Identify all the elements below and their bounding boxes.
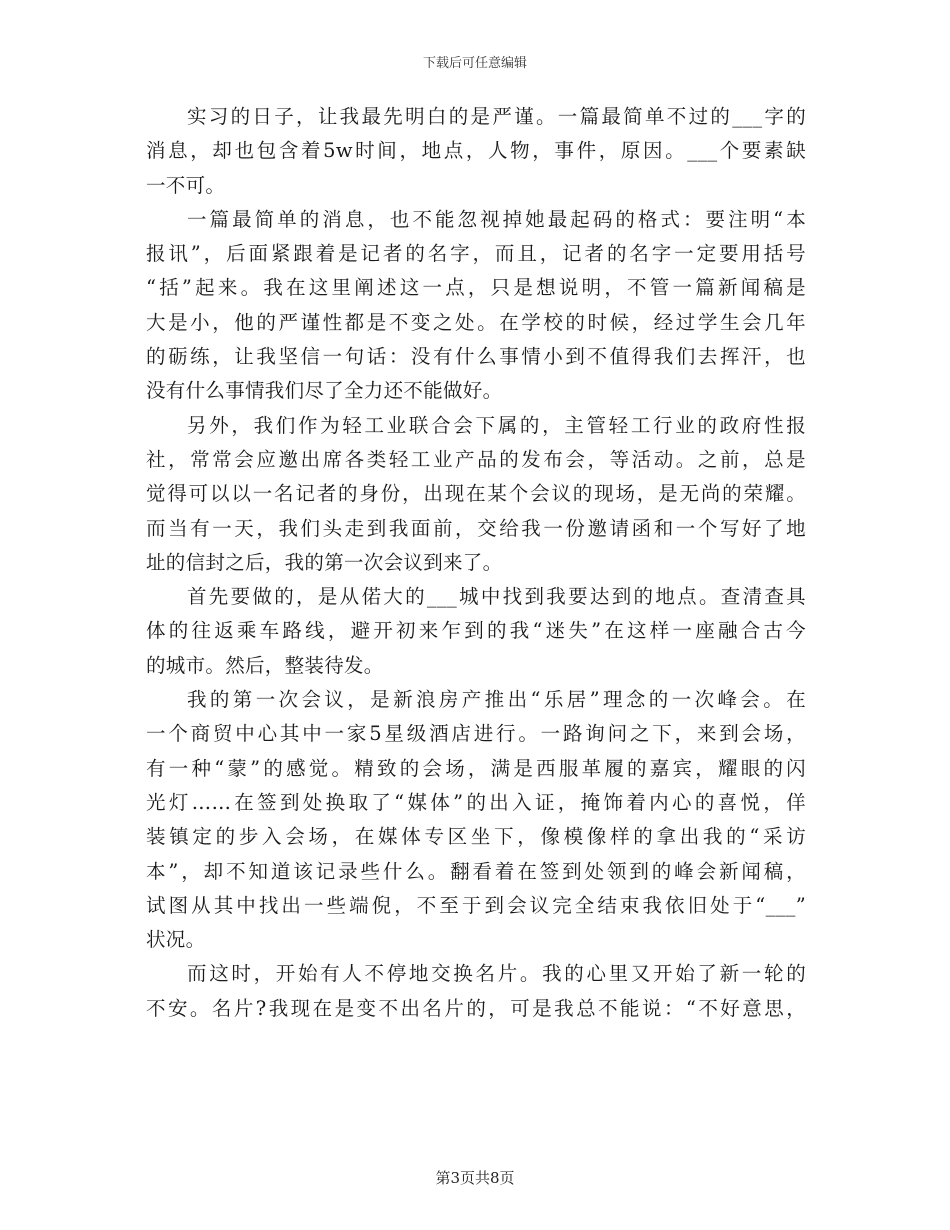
text-line: 体的往返乘车路线，避开初来乍到的我“迷失”在这样一座融合古今	[146, 619, 806, 643]
text-line: 大是小，他的严谨性都是不变之处。在学校的时候，经过学生会几年	[146, 310, 806, 334]
text-line: 一篇最简单的消息，也不能忽视掉她最起码的格式：要注明“本	[187, 207, 806, 231]
paragraph-5	[146, 683, 806, 957]
text-line: 不安。名片?我现在是变不出名片的，可是我总不能说：“不好意思，	[146, 996, 806, 1020]
text-line: 消息，却也包含着5w时间，地点，人物，事件，原因。___个要素缺	[146, 139, 806, 163]
paragraph-6	[146, 957, 806, 1026]
paragraph-1	[146, 100, 806, 203]
text-line: 报讯”，后面紧跟着是记者的名字，而且，记者的名字一定要用括号	[146, 242, 806, 266]
text-line: 首先要做的，是从偌大的___城中找到我要达到的地点。查清查具	[187, 585, 806, 609]
text-line: 没有什么事情我们尽了全力还不能做好。	[146, 379, 503, 403]
page-footer: 第3页共8页	[435, 1169, 515, 1187]
text-line: 一不可。	[146, 173, 226, 197]
text-line: 有一种“蒙”的感觉。精致的会场，满是西服革履的嘉宾，耀眼的闪	[146, 756, 806, 780]
text-line: 址的信封之后，我的第一次会议到来了。	[146, 550, 503, 574]
text-line: 的砺练，让我坚信一句话：没有什么事情小到不值得我们去挥汗，也	[146, 345, 806, 369]
text-line: 本”，却不知道该记录些什么。翻看着在签到处领到的峰会新闻稿，	[146, 859, 806, 883]
page-header: 下载后可任意编辑	[422, 56, 527, 71]
text-line: 一个商贸中心其中一家5星级酒店进行。一路询问之下，来到会场，	[146, 722, 806, 746]
text-line: 光灯……在签到处换取了“媒体”的出入证，掩饰着内心的喜悦，佯	[146, 790, 806, 814]
text-line: “括”起来。我在这里阐述这一点，只是想说明，不管一篇新闻稿是	[146, 276, 806, 300]
text-line: 装镇定的步入会场，在媒体专区坐下，像模像样的拿出我的“采访	[146, 825, 806, 849]
text-line: 觉得可以以一名记者的身份，出现在某个会议的现场，是无尚的荣耀。	[146, 482, 806, 506]
text-line: 另外，我们作为轻工业联合会下属的，主管轻工行业的政府性报	[187, 413, 806, 437]
paragraph-2	[146, 203, 806, 409]
text-line: 实习的日子，让我最先明白的是严谨。一篇最简单不过的___字的	[187, 105, 807, 128]
paragraph-4	[146, 580, 806, 683]
paragraph-3	[146, 409, 806, 580]
text-line: 状况。	[146, 928, 206, 952]
text-line: 而当有一天，我们头走到我面前，交给我一份邀请函和一个写好了地	[146, 516, 806, 540]
text-line: 的城市。然后，整装待发。	[146, 653, 384, 677]
text-line: 试图从其中找出一些端倪，不至于到会议完全结束我依旧处于“___”	[146, 893, 806, 917]
text-line: 社，常常会应邀出席各类轻工业产品的发布会，等活动。之前，总是	[146, 447, 806, 471]
text-line: 我的第一次会议，是新浪房产推出“乐居”理念的一次峰会。在	[187, 688, 806, 712]
document-body	[146, 100, 806, 1026]
text-line: 而这时，开始有人不停地交换名片。我的心里又开始了新一轮的	[187, 962, 806, 986]
